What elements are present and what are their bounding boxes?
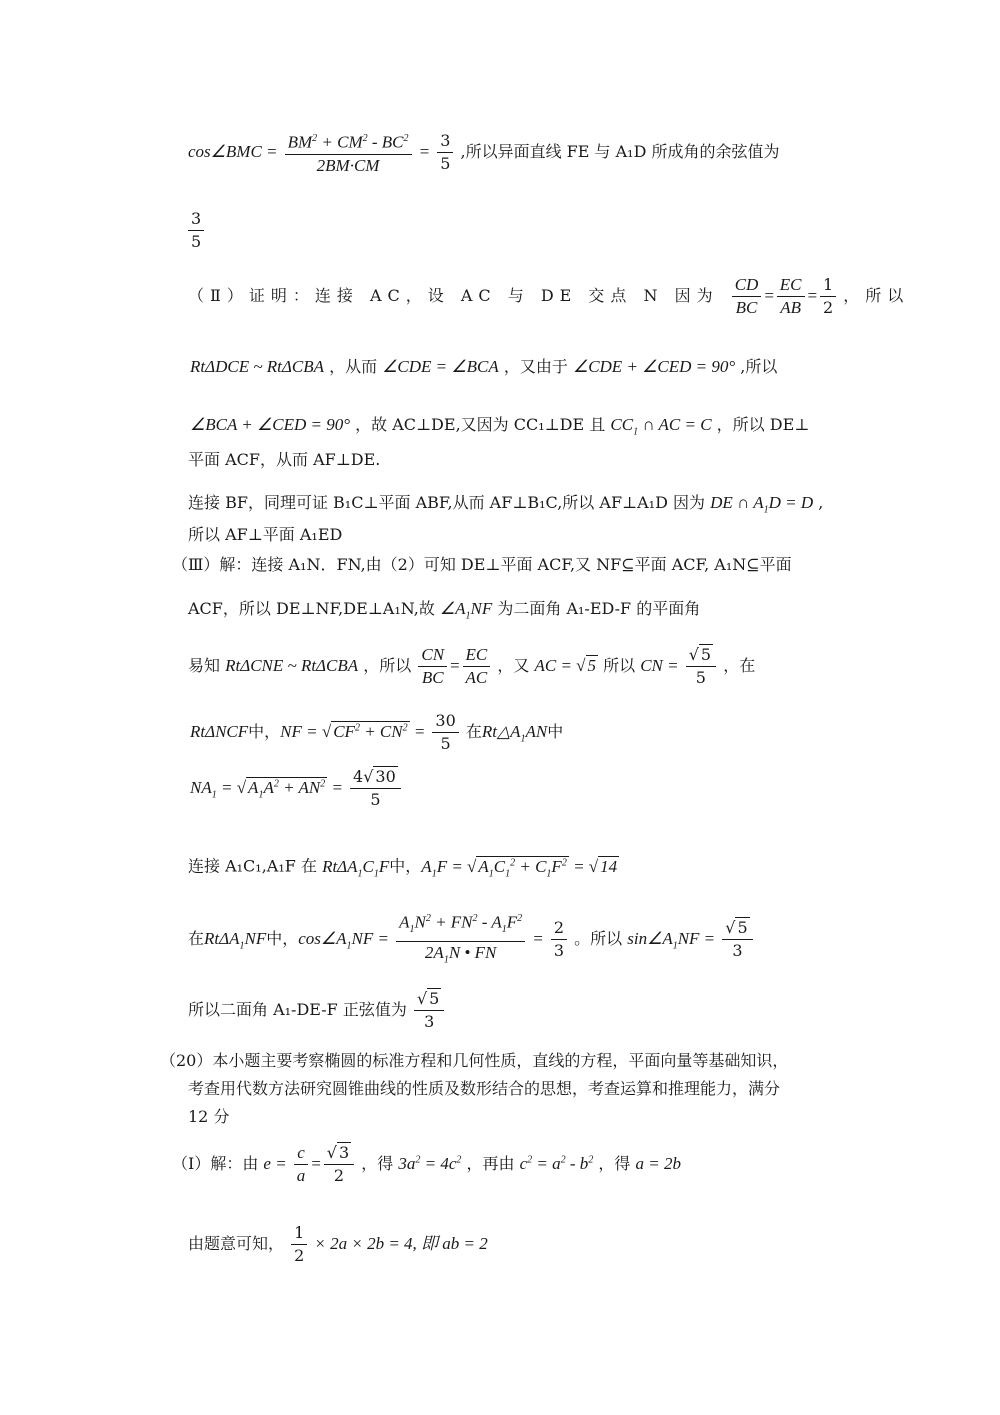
formula: ∠CDE + ∠CED = 90° [572, 357, 736, 376]
text-segment: 连接 BF，同理可证 B₁C⊥平面 ABF,从而 AF⊥B₁C,所以 AF⊥A₁D 因为 [188, 493, 705, 512]
text-segment: ，故 AC⊥DE,又因为 CC₁⊥DE 且 [355, 415, 606, 434]
text-line: 所以 AF⊥平面 A₁ED [188, 525, 343, 544]
fraction: $\frac{A_1N^2 + FN^2 - A_1F^2}{2A_1N • FN}$ [396, 908, 525, 971]
fraction: $\frac{c}{a}$ [294, 1142, 309, 1187]
text-segment: 中， [248, 722, 281, 741]
text-segment: 所以 [603, 656, 636, 675]
fraction: $\frac{EC}{AC}$ [463, 644, 491, 689]
formula: RtΔA$_1$NF [204, 929, 267, 952]
formula: $Rt\Delta A_1C_1F$ [322, 856, 390, 880]
text-segment: 由题意可知， [188, 1234, 285, 1253]
fraction: $\frac{EC}{AB}$ [777, 274, 805, 319]
part-i-solution-line: （Ⅰ）解：由 e = $\frac{c}{a}$ = $\frac{√ 3}{2}$ ，得 $3a^2 = 4c^2$ ，再由 $c^2 = a^2 - b^2$ ，得 a = 2b [172, 1143, 681, 1185]
text-segment: ，又由于 [503, 357, 568, 376]
formula: $3a^2 = 4c^2$ [398, 1154, 462, 1173]
fraction: $\frac{4√ 30}{5}$ [350, 766, 401, 811]
formula: e = [263, 1154, 287, 1173]
formula: ∠CDE = ∠BCA [382, 357, 499, 376]
formula: RtΔNCF [190, 722, 249, 741]
similar-triangles-line [190, 356, 777, 378]
text-segment: ,所以异面直线 FE 与 A₁D 所成角的余弦值为 [460, 141, 780, 161]
text-segment: ，所以 [843, 286, 910, 305]
area-condition-line [188, 1222, 488, 1267]
formula: $c^2 = a^2 - b^2$ [519, 1154, 594, 1173]
sine-result-line [188, 988, 446, 1033]
text-line: 考查用代数方法研究圆锥曲线的性质及数形结合的思想，考查运算和推理能力，满分 [188, 1079, 781, 1098]
fraction: $\frac{√ 3}{2}$ [324, 1142, 354, 1187]
text-line: （20）本小题主要考察椭圆的标准方程和几何性质，直线的方程，平面向量等基础知识， [160, 1051, 789, 1070]
text-segment: 连接 A₁C₁,A₁F 在 [188, 856, 317, 876]
a1f-line [188, 852, 619, 885]
text-segment: ，得 [598, 1154, 631, 1173]
text-segment: ，再由 [466, 1154, 515, 1173]
formula: $Rt\triangle A_1AN$ [481, 722, 548, 745]
fraction: $\frac{√ 5}{3}$ [414, 988, 444, 1033]
text-segment: 在 [188, 929, 205, 949]
formula: × 2a × 2b = 4, 即 ab = 2 [314, 1234, 488, 1253]
text-segment: ，所以 DE⊥ [716, 415, 810, 434]
text-segment: 中， [389, 856, 422, 876]
formula: $\cos\angle A_1NF$ = [298, 929, 389, 952]
fraction: $\frac{1}{2}$ [820, 274, 836, 319]
formula: $\angle A_1NF$ [439, 599, 493, 622]
formula: DE ∩ $A_1D = D$ [710, 493, 814, 516]
formula: RtΔCNE ~ RtΔCBA [225, 656, 359, 675]
part-ii-proof-line: （Ⅱ）证明：连接 AC，设 AC 与 DE 交点 N 因为 $\frac{CD}{BC}$ = $\frac{EC}{AB}$ = $\frac{1}{2}$ ，所以 [188, 275, 910, 317]
formula: CN = [640, 656, 679, 675]
formula: $NA_1$ = √ $A_1A^2 + AN^2$ = [190, 778, 343, 801]
dihedral-angle-line [188, 598, 700, 627]
fraction: $\frac{√ 5}{3}$ [722, 917, 752, 962]
text-segment: 中， [266, 929, 299, 949]
fraction: $\frac{2}{3}$ [551, 917, 567, 962]
fraction: $\frac{3}{5}$ [437, 130, 453, 175]
cos-bmc-line: cos∠BMC = $\frac{BM^2 + CM^2 - BC^2}{2BM\cdot CM}$ = $\frac{3}{5}$ ,所以异面直线 FE 与 A₁D 所成角的余弦值为 [188, 128, 780, 177]
formula-cos-bmc: cos∠BMC = [188, 141, 278, 161]
text-segment: ，得 [361, 1154, 394, 1173]
text-segment: 为二面角 A₁-ED-F 的平面角 [497, 599, 701, 618]
text-line: 平面 ACF，从而 AF⊥DE. [188, 450, 381, 469]
formula: ∠BCA + ∠CED = 90° [190, 415, 351, 434]
text-line: 12 分 [188, 1107, 230, 1126]
cos-sin-line: 在RtΔA$_1$NF中，$\cos\angle A_1NF$ = $\frac{A_1N^2 + FN^2 - A_1F^2}{2A_1N • FN}$ = $\frac{2}{3}$ 。所以 $\sin\angle A_1NF$ = $\frac{√ 5}{3}$ [188, 908, 755, 971]
fraction: $\frac{CD}{BC}$ [732, 274, 762, 319]
formula: RtΔDCE ~ RtΔCBA [190, 357, 324, 376]
text-segment: （Ⅰ）解：由 [172, 1154, 259, 1173]
text-line: （Ⅲ）解：连接 A₁N．FN,由（2）可知 DE⊥平面 ACF,又 NF⊆平面 ACF, A₁N⊆平面 [172, 555, 792, 574]
fraction: $\frac{√ 5}{5}$ [686, 644, 716, 689]
fraction-3-5: $\frac{3}{5}$ [188, 208, 204, 253]
formula: $A_1F$ = √ $A_1C_1^2 + C_1F^2$ = √ 14 [421, 856, 618, 880]
connect-bf-line [188, 492, 823, 521]
text-segment: ，在 [723, 656, 756, 675]
text-segment: ，又 [497, 656, 530, 675]
text-segment: 在 [465, 722, 482, 741]
formula: $\sin\angle A_1NF$ = [627, 929, 716, 952]
formula: a = 2b [635, 1154, 681, 1173]
text-segment: 中 [547, 722, 564, 741]
text-segment: , [818, 493, 824, 512]
formula: NF = √ $CF^2 + CN^2$ = [280, 722, 426, 741]
angle-sum-line [190, 414, 809, 443]
answer-fraction-line [186, 208, 206, 253]
text-segment: 所以二面角 A₁-DE-F 正弦值为 [188, 1000, 407, 1019]
formula: AC = √ 5 [534, 656, 596, 675]
text-segment: ,所以 [740, 357, 778, 376]
text-segment: （Ⅱ）证明：连接 AC，设 AC 与 DE 交点 N 因为 [188, 286, 719, 305]
text-segment: ，所以 [363, 656, 412, 675]
fraction: $\frac{1}{2}$ [291, 1222, 307, 1267]
text-segment: ACF，所以 DE⊥NF,DE⊥A₁N,故 [188, 599, 435, 618]
text-segment: 。所以 [574, 929, 623, 949]
fraction: $\frac{CN}{BC}$ [418, 644, 447, 689]
text-segment: ，从而 [329, 357, 378, 376]
fraction: $\frac{30}{5}$ [432, 710, 458, 755]
fraction: $\frac{BM^2 + CM^2 - BC^2}{2BM\cdot CM}$ [285, 128, 412, 177]
easy-know-line: 易知 RtΔCNE ~ RtΔCBA ，所以 $\frac{CN}{BC}$ = $\frac{EC}{AC}$ ，又 AC = √ 5 所以 CN = $\frac{√ 5}{5}$ ，在 [188, 645, 756, 687]
na1-line [190, 766, 403, 811]
text-segment: 易知 [188, 656, 221, 675]
formula: $CC_1$ ∩ AC = C [610, 415, 712, 438]
nf-line [190, 710, 563, 755]
